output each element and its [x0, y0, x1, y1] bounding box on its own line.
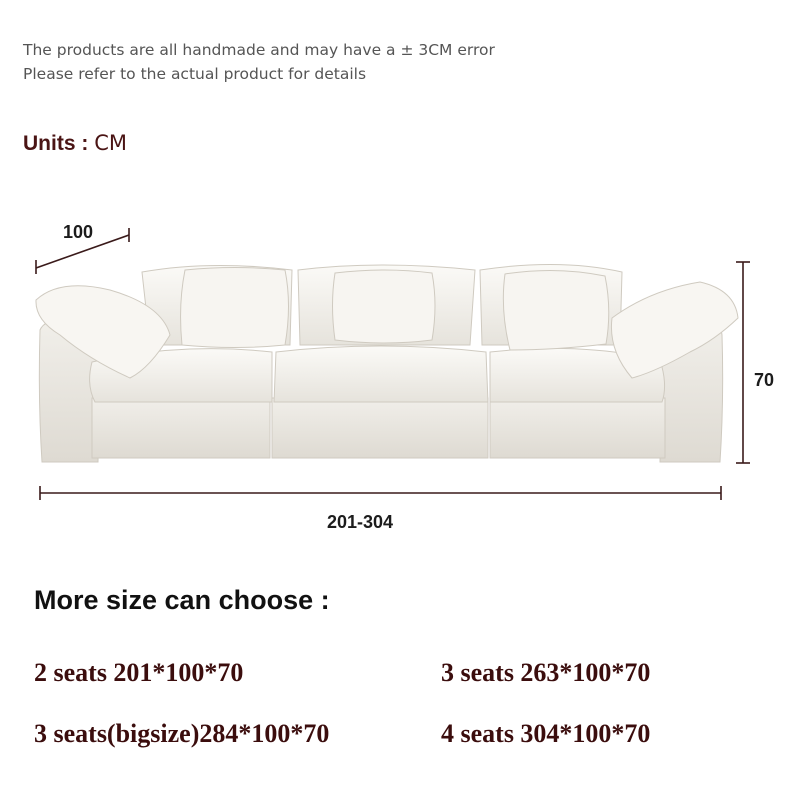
base-right — [490, 398, 665, 458]
base-left — [92, 398, 270, 458]
height-dimension-line — [736, 262, 750, 463]
units-value: CM — [94, 131, 127, 155]
more-sizes-title: More size can choose : — [34, 585, 330, 615]
base-middle — [272, 398, 488, 458]
size-option-3-seats-bigsize: 3 seats(bigsize)284*100*70 — [34, 719, 330, 748]
units-separator: : — [81, 132, 89, 155]
depth-dimension-label: 100 — [63, 222, 94, 242]
size-option-2-seats: 2 seats 201*100*70 — [34, 658, 244, 687]
width-dimension-line — [40, 486, 721, 500]
height-dimension-label: 70 — [754, 370, 775, 390]
sofa-image — [36, 264, 738, 462]
seat-cushion-middle — [274, 346, 488, 402]
handmade-error-note: The products are all handmade and may have a ± 3CM error — [23, 41, 495, 59]
units-title: Units — [23, 132, 76, 155]
width-dimension-label: 201-304 — [327, 512, 394, 532]
size-option-4-seats: 4 seats 304*100*70 — [441, 719, 651, 748]
size-option-3-seats: 3 seats 263*100*70 — [441, 658, 651, 687]
pillow-middle — [333, 270, 436, 343]
pillow-right — [503, 270, 608, 350]
pillow-left — [181, 268, 289, 348]
refer-product-note: Please refer to the actual product for details — [23, 65, 367, 83]
